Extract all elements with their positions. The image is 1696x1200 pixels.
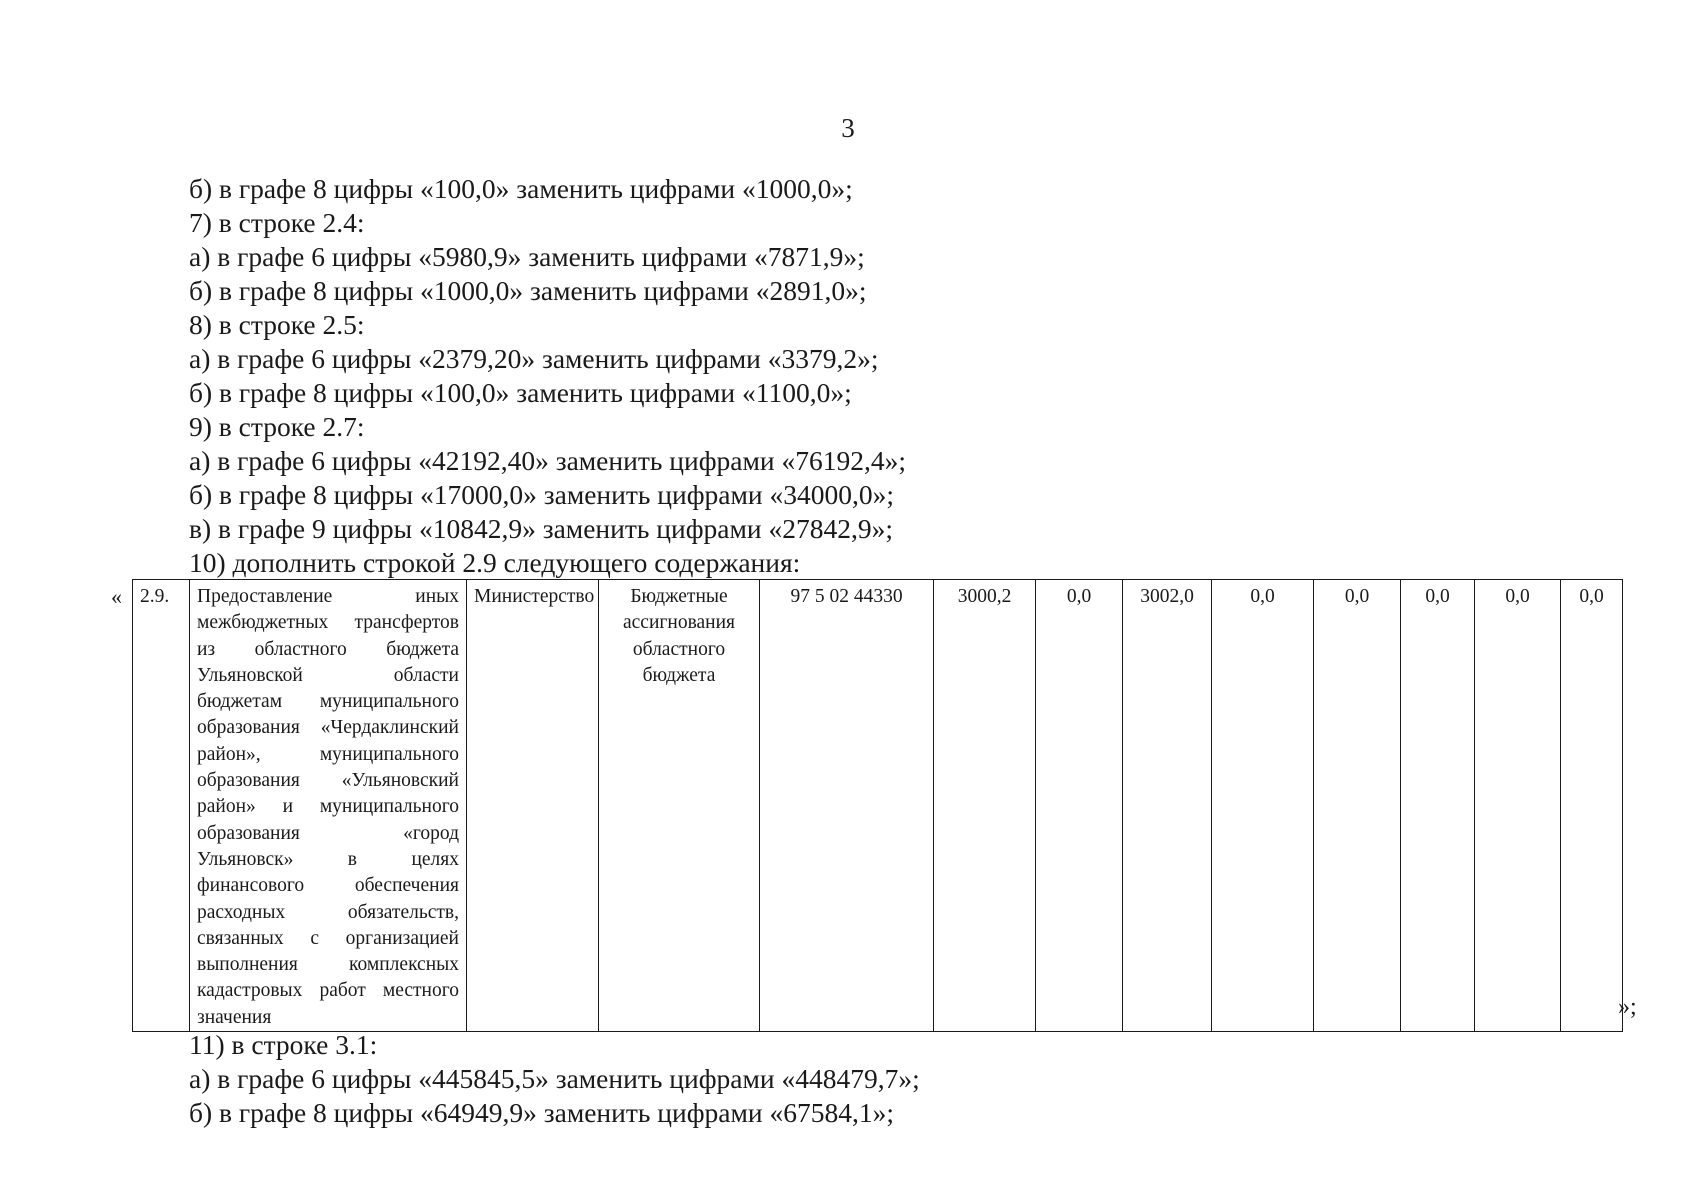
paragraph: 7) в строке 2.4:: [189, 207, 365, 238]
page-number: 3: [841, 113, 855, 143]
paragraph: б) в графе 8 цифры «100,0» заменить цифрами «1000,0»;: [189, 173, 853, 204]
amendments-bottom: [189, 1028, 1489, 1130]
executor-cell: Министерство: [467, 580, 599, 1032]
row-number-cell: 2.9.: [133, 580, 190, 1032]
paragraph: 11) в строке 3.1:: [189, 1029, 378, 1060]
value-cell: 0,0: [1314, 580, 1401, 1032]
value-cell: 0,0: [1475, 580, 1561, 1032]
value-cell: 0,0: [1212, 580, 1314, 1032]
value-cell: 3000,2: [934, 580, 1036, 1032]
paragraph: 10) дополнить строкой 2.9 следующего содержания:: [189, 547, 801, 578]
value-cell: 0,0: [1561, 580, 1623, 1032]
paragraph: а) в графе 6 цифры «445845,5» заменить цифрами «448479,7»;: [189, 1063, 920, 1094]
inserted-row-table: [132, 579, 1623, 1032]
paragraph: б) в графе 8 цифры «17000,0» заменить цифрами «34000,0»;: [189, 479, 895, 510]
source-cell: Бюджетные ассигнования областного бюджета: [599, 580, 760, 1032]
paragraph: 8) в строке 2.5:: [189, 309, 365, 340]
paragraph: а) в графе 6 цифры «42192,40» заменить цифрами «76192,4»;: [189, 445, 906, 476]
value-cell: 0,0: [1401, 580, 1475, 1032]
paragraph: а) в графе 6 цифры «5980,9» заменить цифрами «7871,9»;: [189, 241, 865, 272]
paragraph: в) в графе 9 цифры «10842,9» заменить цифрами «27842,9»;: [189, 513, 894, 544]
value-cell: 3002,0: [1123, 580, 1212, 1032]
quote-close: »;: [1618, 994, 1637, 1020]
code-cell: 97 5 02 44330: [760, 580, 934, 1032]
amendments-top: [189, 172, 1489, 580]
quote-open: «: [111, 584, 122, 609]
description-cell: Предоставление иных межбюджетных трансфертов из областного бюджета Ульяновской области бюджетам муниципального образования «Чердаклинский район», муниципального образования «Ульяновский район» и муниципального образования «город Ульяновск» в целях финансового обеспечения расходных обязательств, связанных с организацией выполнения комплексных кадастровых работ местного значения: [190, 580, 467, 1032]
paragraph: 9) в строке 2.7:: [189, 411, 365, 442]
paragraph: б) в графе 8 цифры «64949,9» заменить цифрами «67584,1»;: [189, 1097, 895, 1128]
table-row: [133, 580, 1623, 1032]
paragraph: а) в графе 6 цифры «2379,20» заменить цифрами «3379,2»;: [189, 343, 879, 374]
value-cell: 0,0: [1036, 580, 1123, 1032]
paragraph: б) в графе 8 цифры «1000,0» заменить цифрами «2891,0»;: [189, 275, 867, 306]
paragraph: б) в графе 8 цифры «100,0» заменить цифрами «1100,0»;: [189, 377, 852, 408]
